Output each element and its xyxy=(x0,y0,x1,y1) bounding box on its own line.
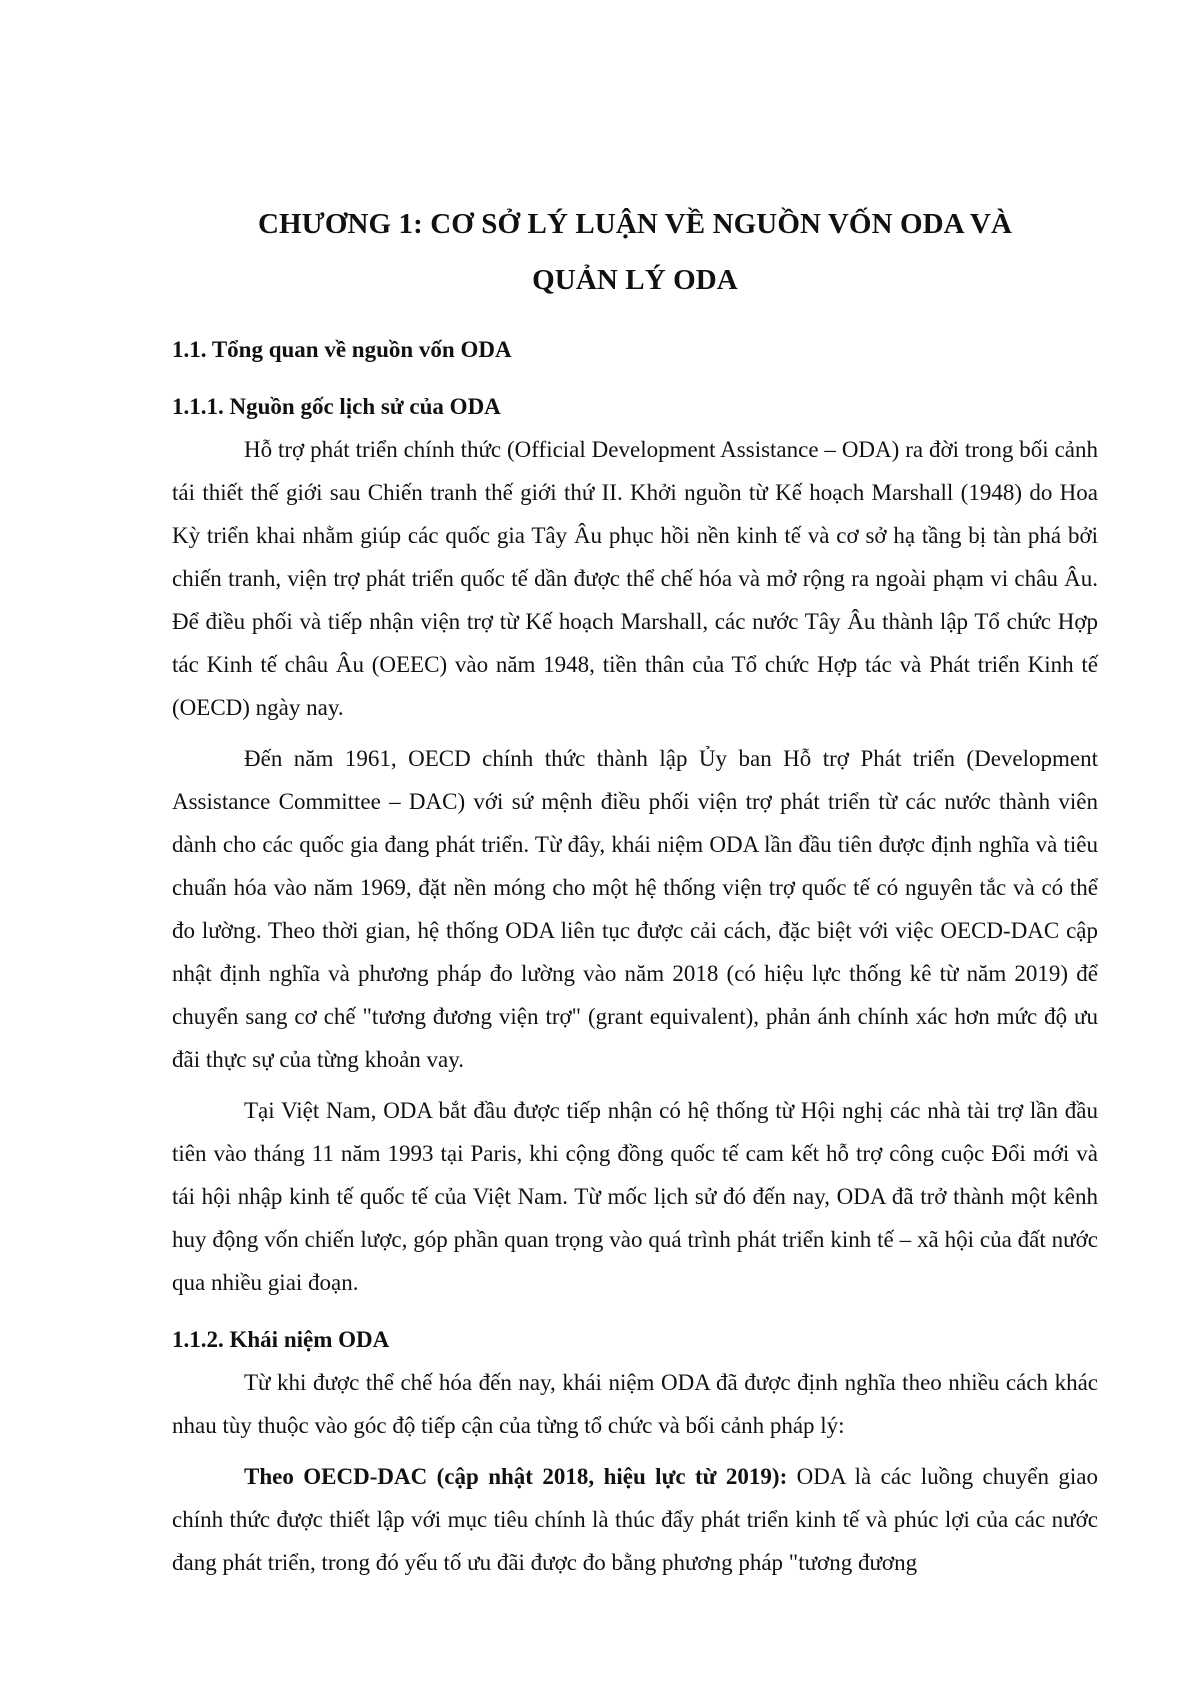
section-heading-1-1: 1.1. Tổng quan về nguồn vốn ODA xyxy=(172,337,512,362)
subsection-heading-1-1-1: 1.1.1. Nguồn gốc lịch sử của ODA xyxy=(172,394,501,419)
paragraph-origin-1: Hỗ trợ phát triển chính thức (Official Development Assistance – ODA) ra đời trong bối cảnh tái thiết thế giới sau Chiến tranh thế giới thứ II. Khởi nguồn từ Kế hoạch Marshall (1948) do Hoa Kỳ triển khai nhằm giúp các quốc gia Tây Âu phục hồi nền kinh tế và cơ sở hạ tầng bị tàn phá bởi chiến tranh, viện trợ phát triển quốc tế dần được thể chế hóa và mở rộng ra ngoài phạm vi châu Âu. Để điều phối và tiếp nhận viện trợ từ Kế hoạch Marshall, các nước Tây Âu thành lập Tổ chức Hợp tác Kinh tế châu Âu (OEEC) vào năm 1948, tiền thân của Tổ chức Hợp tác và Phát triển Kinh tế (OECD) ngày nay. xyxy=(172,437,1098,720)
oecd-definition-text: ODA là các luồng chuyển giao chính thức được thiết lập với mục tiêu chính là thúc đẩy phát triển kinh tế và phúc lợi của các nước đang phát triển, trong đó yếu tố ưu đãi được đo bằng phương pháp "tương đương xyxy=(172,1464,1098,1575)
page-content xyxy=(172,196,1098,1584)
paragraph-concept-intro: Từ khi được thể chế hóa đến nay, khái niệm ODA đã được định nghĩa theo nhiều cách khác nhau tùy thuộc vào góc độ tiếp cận của từng tổ chức và bối cảnh pháp lý: xyxy=(172,1370,1098,1438)
oecd-definition-lead: Theo OECD-DAC (cập nhật 2018, hiệu lực từ 2019): xyxy=(244,1464,788,1489)
subsection-heading-1-1-2: 1.1.2. Khái niệm ODA xyxy=(172,1327,390,1352)
chapter-title-line-1: CHƯƠNG 1: CƠ SỞ LÝ LUẬN VỀ NGUỒN VỐN ODA VÀ xyxy=(257,208,1013,240)
paragraph-origin-2: Đến năm 1961, OECD chính thức thành lập Ủy ban Hỗ trợ Phát triển (Development Assistance Committee – DAC) với sứ mệnh điều phối viện trợ phát triển từ các nước thành viên dành cho các quốc gia đang phát triển. Từ đây, khái niệm ODA lần đầu tiên được định nghĩa và tiêu chuẩn hóa vào năm 1969, đặt nền móng cho một hệ thống viện trợ quốc tế có nguyên tắc và có thể đo lường. Theo thời gian, hệ thống ODA liên tục được cải cách, đặc biệt với việc OECD-DAC cập nhật định nghĩa và phương pháp đo lường vào năm 2018 (có hiệu lực thống kê từ năm 2019) để chuyển sang cơ chế "tương đương viện trợ" (grant equivalent), phản ánh chính xác hơn mức độ ưu đãi thực sự của từng khoản vay. xyxy=(172,746,1098,1072)
paragraph-origin-3: Tại Việt Nam, ODA bắt đầu được tiếp nhận có hệ thống từ Hội nghị các nhà tài trợ lần đầu tiên vào tháng 11 năm 1993 tại Paris, khi cộng đồng quốc tế cam kết hỗ trợ công cuộc Đổi mới và tái hội nhập kinh tế quốc tế của Việt Nam. Từ mốc lịch sử đó đến nay, ODA đã trở thành một kênh huy động vốn chiến lược, góp phần quan trọng vào quá trình phát triển kinh tế – xã hội của đất nước qua nhiều giai đoạn. xyxy=(172,1098,1098,1295)
chapter-title-line-2: QUẢN LÝ ODA xyxy=(532,264,738,296)
paragraph-oecd-definition xyxy=(172,1455,1098,1584)
chapter-title xyxy=(172,196,1098,308)
